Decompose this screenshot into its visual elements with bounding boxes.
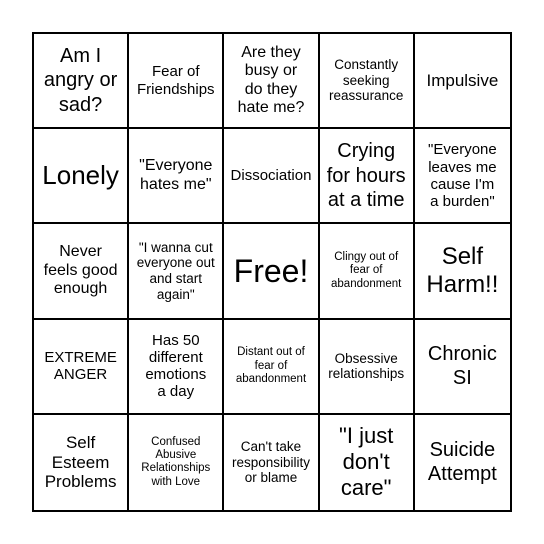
cell-text: Impulsive <box>426 70 499 90</box>
bingo-cell-3-3-free-space[interactable] <box>224 224 319 319</box>
cell-text: Never feels good enough <box>43 243 118 298</box>
cell-text: "Everyone leaves me cause I'm a burden" <box>428 141 497 211</box>
cell-text: Can't take responsibility or blame <box>231 439 311 486</box>
bingo-cell-3-4[interactable] <box>320 224 415 319</box>
bingo-cell-4-3[interactable] <box>224 320 319 415</box>
cell-text: Crying for hours at a time <box>326 140 406 211</box>
bingo-cell-5-4[interactable] <box>320 415 415 510</box>
cell-text: Fear of Friendships <box>137 63 215 98</box>
bingo-cell-3-5[interactable] <box>415 224 510 319</box>
bingo-cell-1-5[interactable] <box>415 34 510 129</box>
bingo-cell-2-2[interactable] <box>129 129 224 224</box>
cell-text: Lonely <box>42 159 119 190</box>
bingo-cell-1-3[interactable] <box>224 34 319 129</box>
bingo-cell-5-5[interactable] <box>415 415 510 510</box>
cell-text: Chronic SI <box>427 342 497 390</box>
cell-text: Obsessive relationships <box>328 350 405 382</box>
cell-text: Are they busy or do they hate me? <box>237 43 305 116</box>
cell-text: Distant out of fear of abandonment <box>235 346 307 385</box>
bingo-cell-4-2[interactable] <box>129 320 224 415</box>
cell-text: Self Harm!! <box>426 243 499 298</box>
cell-text: Dissociation <box>230 167 312 185</box>
cell-text: Has 50 different emotions a day <box>145 331 207 401</box>
bingo-cell-2-3[interactable] <box>224 129 319 224</box>
cell-text: "I wanna cut everyone out and start again" <box>136 239 215 302</box>
free-space-label: Free! <box>233 252 309 289</box>
cell-text: EXTREME ANGER <box>44 348 117 384</box>
cell-text: Self Esteem Problems <box>44 433 117 492</box>
bingo-board <box>32 32 512 512</box>
cell-text: Constantly seeking reassurance <box>329 57 404 104</box>
cell-text: Clingy out of fear of abandonment <box>331 251 402 290</box>
bingo-cell-3-2[interactable] <box>129 224 224 319</box>
bingo-cell-5-1[interactable] <box>34 415 129 510</box>
bingo-cell-1-2[interactable] <box>129 34 224 129</box>
bingo-cell-4-1[interactable] <box>34 320 129 415</box>
bingo-cell-5-2[interactable] <box>129 415 224 510</box>
bingo-cell-4-4[interactable] <box>320 320 415 415</box>
cell-text: "Everyone hates me" <box>139 157 213 193</box>
cell-text: Confused Abusive Relationships with Love <box>141 435 211 488</box>
bingo-cell-2-4[interactable] <box>320 129 415 224</box>
bingo-cell-1-1[interactable] <box>34 34 129 129</box>
cell-text: Am I angry or sad? <box>43 45 118 116</box>
bingo-cell-4-5[interactable] <box>415 320 510 415</box>
cell-text: "I just don't care" <box>339 423 394 501</box>
bingo-cell-5-3[interactable] <box>224 415 319 510</box>
cell-text: Suicide Attempt <box>427 439 497 486</box>
bingo-cell-1-4[interactable] <box>320 34 415 129</box>
bingo-cell-2-5[interactable] <box>415 129 510 224</box>
bingo-cell-3-1[interactable] <box>34 224 129 319</box>
bingo-cell-2-1[interactable] <box>34 129 129 224</box>
